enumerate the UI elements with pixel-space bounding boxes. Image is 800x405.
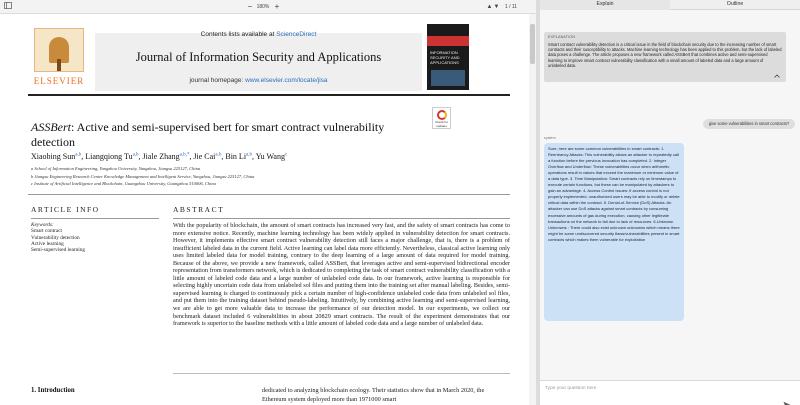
- author-name: Jiale Zhang: [142, 152, 180, 161]
- sidebar-icon[interactable]: [3, 2, 13, 12]
- zoom-level[interactable]: 180%: [256, 4, 270, 10]
- page-up-icon[interactable]: ▲: [486, 4, 493, 10]
- explanation-text: Smart contract vulnerability detection is a critical issue in the field of blockchain security due to the increasing number of smart contracts and their susceptibility to attacks. Machine learning technology has been applied to this problem, but the lack of labeled data poses a challenge. The article proposes a new framework called ASSBert that combines active and semi-supervised learning to improve smart contract vulnerability classification with a small amount of labeled data and a large amount of unlabeled data.: [548, 42, 782, 68]
- author-affiliation-marker: a,b: [132, 152, 139, 158]
- explanation-card: [544, 32, 786, 82]
- affiliation: b Jiangsu Engineering Research Center Knowledge Management and Intelligent Service, Yangzhou, Jiangsu 225127, China: [31, 174, 255, 179]
- author-name: Jie Cai: [193, 152, 216, 161]
- article-info-rule: [31, 218, 159, 219]
- cover-band: [427, 36, 469, 46]
- question-input-area: [540, 380, 800, 405]
- author-affiliation-marker: a,b: [246, 152, 253, 158]
- affiliation-rule: [28, 194, 510, 195]
- zoom-in-button[interactable]: +: [274, 2, 280, 11]
- homepage-link[interactable]: www.elsevier.com/locate/jisa: [245, 77, 328, 84]
- author[interactable]: [143, 152, 190, 161]
- chat-panel: [540, 0, 800, 405]
- tab-outline[interactable]: Outline: [726, 1, 744, 7]
- check-updates-label: Check for updates: [435, 120, 448, 128]
- abstract-rule: [173, 218, 510, 219]
- keywords-block: [31, 222, 159, 253]
- journal-title: Journal of Information Security and Applications: [135, 50, 382, 64]
- cover-text: INFORMATION SECURITY AND APPLICATIONS: [430, 50, 460, 65]
- author-list: Xiaobing Sun$^{a,b}$, Liangqiong Tu$^{a,b}$, Jiale Zhang$^{a,b,*}$, Jie Cai$^{a,b}$, Bin Li$^{a,b}$, Yu Wang$^c$: [31, 152, 288, 161]
- chevron-up-icon[interactable]: [774, 74, 780, 80]
- affiliation: c Institute of Artificial Intelligence and Blockchain, Guangzhou University, Guangzhou 510006, China: [31, 181, 216, 186]
- author-name: Xiaobing Sun: [31, 152, 76, 161]
- keyword: Smart contract: [31, 228, 63, 235]
- keywords-heading: Keywords:: [31, 222, 54, 228]
- contents-line: [95, 31, 422, 38]
- author[interactable]: [225, 152, 252, 161]
- elsevier-tree-icon: [34, 28, 84, 72]
- page-down-icon[interactable]: ▼: [493, 4, 500, 10]
- assistant-message: Sure, here are some common vulnerabilities in smart contracts: 1. Reentrancy Attacks: This vulnerability allows an attacker to repeatedly call a function before the previous invocation has completed. 2. Integer Overflow and Underflow: These vulnerabilities occur when arithmetic operations result in values that exceed the maximum or minimum value of a data type. 3. Time Manipulation: Smart contracts rely on timestamps to execute certain functions, but these can be manipulated by attackers to gain an advantage. 4. Access Control Issues: If access control is not properly implemented, unauthorized users may be able to modify or delete critical data within the contract. 5. Denial-of-Service (DoS) Attacks: An attacker can use DoS attacks against smart contracts by consuming excessive amounts of gas during execution, causing other legitimate transactions on the network to fail due to lack of resources. 6.Unknown Unknowns : There could also exist unknown unknowns which means there might be some undiscovered security flaws/vulnerabilities present in smart contracts which makes them vulnerable for exploitation: [544, 143, 684, 321]
- publisher-name: ELSEVIER: [33, 76, 85, 86]
- author[interactable]: [256, 152, 287, 161]
- keyword: Active learning: [31, 240, 64, 247]
- introduction-text: dedicated to analyzing blockchain ecology. Their statistics show that in March 2020, the Ethereum system deployed more than 1971000 smart: [262, 387, 485, 403]
- tab-explain[interactable]: Explain: [540, 0, 670, 10]
- author-affiliation-marker: a,b,*: [179, 152, 190, 158]
- journal-homepage: [95, 77, 422, 84]
- author[interactable]: [31, 152, 81, 161]
- sciencedirect-link[interactable]: ScienceDirect: [276, 31, 317, 38]
- explanation-label: EXPLANATION: [548, 35, 576, 39]
- homepage-prefix: journal homepage:: [189, 77, 244, 84]
- abstract-heading: ABSTRACT: [173, 205, 225, 214]
- tab-bar: [540, 0, 800, 10]
- article-info-heading: ARTICLE INFO: [31, 205, 100, 214]
- author-name: Bin Li: [225, 152, 247, 161]
- keyword: Semi-supervised learning: [31, 247, 85, 254]
- header-rule: [28, 94, 510, 96]
- pdf-toolbar: [0, 0, 536, 14]
- user-message: give some vulnerabilities in smart contracts?: [703, 119, 795, 129]
- contents-prefix: Contents lists available at: [200, 31, 275, 38]
- introduction-heading: 1. Introduction: [31, 387, 75, 394]
- send-icon[interactable]: [783, 396, 791, 404]
- page-indicator: 1 / 11: [504, 4, 518, 10]
- elsevier-logo: [28, 24, 90, 92]
- author-name: Liangqiong Tu: [85, 152, 133, 161]
- abstract-bottom-rule: [173, 373, 510, 374]
- author-affiliation-marker: c: [284, 152, 288, 158]
- author[interactable]: [85, 152, 138, 161]
- author-affiliation-marker: a,b: [75, 152, 82, 158]
- cover-art: [431, 70, 465, 86]
- journal-cover-image: [427, 24, 469, 90]
- check-updates-icon: [437, 110, 447, 120]
- zoom-out-button[interactable]: −: [247, 2, 253, 11]
- author-name: Yu Wang: [255, 152, 285, 161]
- article-title-italic: ASSBert: [31, 120, 71, 134]
- article-title-rest: : Active and semi-supervised bert for smart contract vulnerability detection: [31, 120, 385, 149]
- scrollbar-thumb[interactable]: [530, 24, 535, 64]
- author-affiliation-marker: a,b: [215, 152, 222, 158]
- abstract-text: With the popularity of blockchain, the amount of smart contracts has increased very fast, and the safety of smart contracts has come to more extensive notice. Recently, machine learning technology has been widely applied in vulnerability detection for smart contracts. However, it implements effective smart contract vulnerability detection still faces a major challenge, that is, there is a problem of insufficient labeled data in the current field. Active learning can label data more efficiently. Nevertheless, classical active learning only uses limited labeled data for model training, contrary to the deep learning of a large amount of data required for model training. Because of the above, we provide a new framework, called ASSBert, that leverages active and semi-supervised bidirectional encoder representation from transformers network, which is dedicated to completing the task of smart contract vulnerability classification with a little amount of labeled code data and a large number of unlabeled code data. In our framework, active learning is responsible for selecting highly uncertain code data from unlabeled sol files and putting them into the training set after manual labeling. Besides, semi-supervised learning is charged to continuously pick a certain number of high-confidence unlabeled code data from unlabeled sol files, and put them into the training dataset behind pseudo-labeling. Intuitively, by combining active learning and semi-supervised learning, we are able to get more valuable data to increase the performance of our detection model. In our experiments, we collect our benchmark dataset included 6 vulnerabilities in about 20829 smart contracts. The result of the experiment demonstrates that our framework is superior to the baseline methods with a little amount of labeled code data and a large number of unlabeled data.: [173, 222, 510, 328]
- keyword: Vulnerability detection: [31, 234, 80, 241]
- question-input[interactable]: [545, 383, 775, 393]
- assistant-label: system: [544, 136, 556, 140]
- check-for-updates-button[interactable]: [432, 107, 451, 129]
- affiliation: a School of Information Engineering, Yangzhou University, Yangzhou, Jiangsu 225127, China: [31, 166, 201, 171]
- article-title: [31, 120, 431, 150]
- pdf-scrollbar[interactable]: [529, 14, 536, 405]
- author[interactable]: [193, 152, 221, 161]
